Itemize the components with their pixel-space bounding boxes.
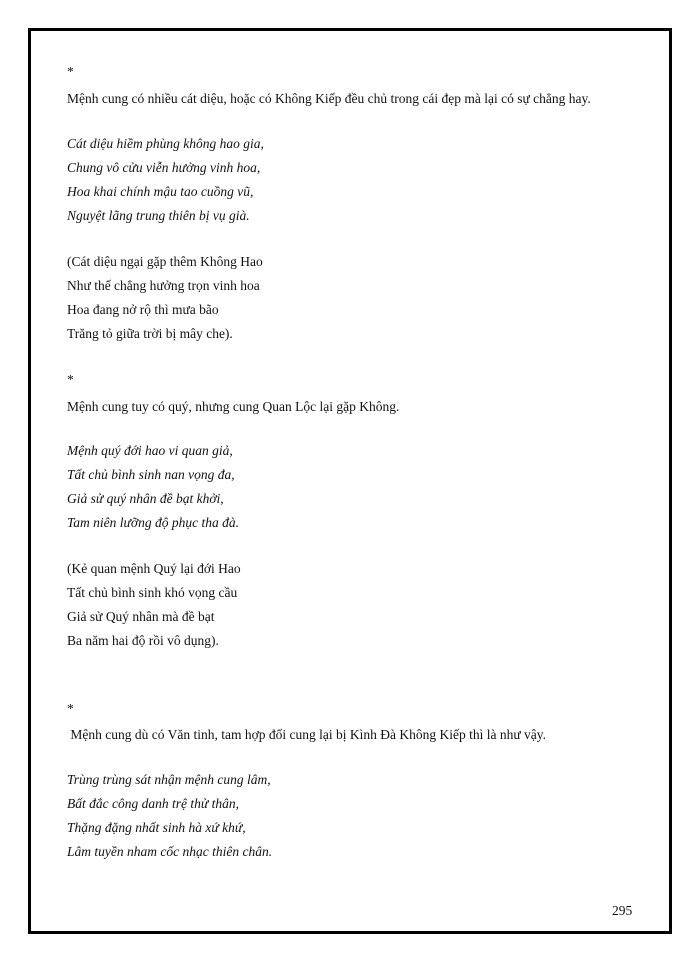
poem-line: Cát diệu hiềm phùng không hao gia, bbox=[67, 136, 264, 151]
poem-line: Bất đắc công danh trệ thử thân, bbox=[67, 796, 239, 811]
section-marker: * bbox=[67, 701, 74, 716]
translation-line: Tất chủ bình sinh khó vọng cầu bbox=[67, 585, 238, 600]
section-intro: Mệnh cung tuy có quý, nhưng cung Quan Lộc lại gặp Không. bbox=[67, 399, 400, 414]
translation-line: Như thế chẳng hưởng trọn vinh hoa bbox=[67, 278, 260, 293]
translation-line: Hoa đang nở rộ thì mưa bão bbox=[67, 302, 219, 317]
translation-line: Ba năm hai độ rồi vô dụng). bbox=[67, 633, 219, 648]
poem-line: Tất chủ bình sinh nan vọng đa, bbox=[67, 467, 235, 482]
section-marker: * bbox=[67, 372, 74, 387]
section-marker: * bbox=[67, 64, 74, 79]
translation-line: Giả sử Quý nhân mà đề bạt bbox=[67, 609, 215, 624]
translation-line: (Cát diệu ngại gặp thêm Không Hao bbox=[67, 254, 263, 269]
poem-line: Mệnh quý đới hao vi quan giả, bbox=[67, 443, 233, 458]
poem-line: Thặng đặng nhất sinh hà xứ khứ, bbox=[67, 820, 246, 835]
page-number: 295 bbox=[612, 903, 633, 918]
translation-line: Trăng tỏ giữa trời bị mây che). bbox=[67, 326, 233, 341]
translation-line: (Kẻ quan mệnh Quý lại đới Hao bbox=[67, 561, 241, 576]
poem-line: Hoa khai chính mậu tao cuồng vũ, bbox=[67, 184, 254, 199]
poem-line: Nguyệt lãng trung thiên bị vụ già. bbox=[67, 208, 250, 223]
poem-line: Trùng trùng sát nhận mệnh cung lâm, bbox=[67, 772, 271, 787]
poem-line: Giả sử quý nhân đề bạt khởi, bbox=[67, 491, 224, 506]
poem-line: Chung vô cửu viễn hưởng vinh hoa, bbox=[67, 160, 261, 175]
section-intro: Mệnh cung dù có Văn tinh, tam hợp đối cung lại bị Kình Đà Không Kiếp thì là như vậy. bbox=[67, 727, 547, 742]
section-intro: Mệnh cung có nhiều cát diệu, hoặc có Không Kiếp đều chủ trong cái đẹp mà lại có sự chẳng hay. bbox=[67, 91, 591, 106]
poem-line: Tam niên lưỡng độ phục tha đà. bbox=[67, 515, 239, 530]
poem-line: Lâm tuyền nham cốc nhạc thiên chân. bbox=[67, 844, 273, 859]
